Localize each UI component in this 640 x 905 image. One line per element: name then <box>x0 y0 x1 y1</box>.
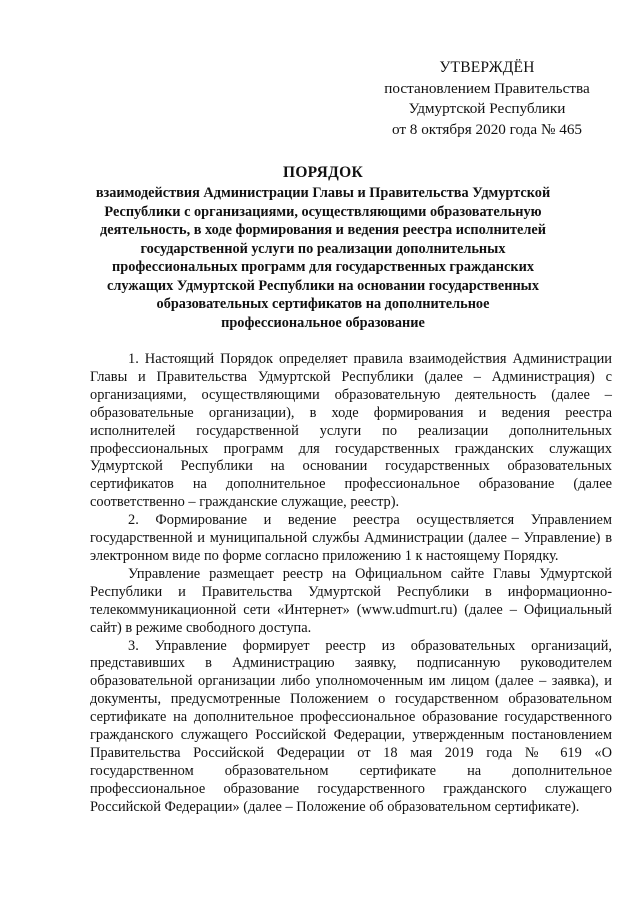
approval-line-3: от 8 октября 2020 года № 465 <box>391 120 583 138</box>
approval-stamp <box>372 58 602 140</box>
paragraph-2: 2. Формирование и ведение реестра осуществляется Управлением государственной и муниципальной службы Администрации (далее – Управление) в электронном виде по форме согласно приложению 1 к настоящему Порядку. <box>90 512 612 564</box>
document-body <box>90 351 612 817</box>
approval-heading: УТВЕРЖДЁН <box>439 59 535 76</box>
document-header <box>95 163 551 332</box>
approval-line-1: постановлением Правительства <box>384 79 590 97</box>
paragraph-4: 3. Управление формирует реестр из образовательных организаций, представивших в Администрацию заявку, подписанную руководителем образовательной организации либо уполномоченным им лицом (далее – заявка), и документы, предусмотренные Положением о государственном образовательном сертификате на дополнительное профессиональное образование государственного гражданского служащего Российской Федерации, утвержденным постановлением Правительства Российской Федерации от 18 мая 2019 года № 619 «О государственном образовательном сертификате на дополнительное профессиональное образование государственного гражданского служащего Российской Федерации» (далее – Положение об образовательном сертификате). <box>90 637 612 815</box>
paragraph-3: Управление размещает реестр на Официальном сайте Главы Удмуртской Республики и Правительства Удмуртской Республики в информационно-телекоммуникационной сети «Интернет» (www.udmurt.ru) (далее – Официальный сайт) в режиме свободного доступа. <box>90 565 612 636</box>
paragraph-1: 1. Настоящий Порядок определяет правила взаимодействия Администрации Главы и Правительства Удмуртской Республики (далее – Администрация) с организациями, осуществляющими образовательную деятельность (далее – образовательные организации), в ходе формирования и ведения реестра исполнителей государственной услуги по реализации дополнительных профессиональных программ для государственных гражданских служащих Удмуртской Республики на основании государственных образовательных сертификатов на дополнительное профессиональное образование (далее соответственно – гражданские служащие, реестр). <box>90 351 612 511</box>
approval-line-2: Удмуртской Республики <box>408 100 566 117</box>
document-title: ПОРЯДОК <box>282 164 364 181</box>
document-subtitle: взаимодействия Администрации Главы и Правительства Удмуртской Республики с организациями, осуществляющими образовательную деятельность, в ходе формирования и ведения реестра исполнителей государственной услуги по реализации дополнительных профессиональных программ для государственных гражданских служащих Удмуртской Республики на основании государственных образовательных сертификатов на дополнительное профессиональное образование <box>95 185 551 331</box>
